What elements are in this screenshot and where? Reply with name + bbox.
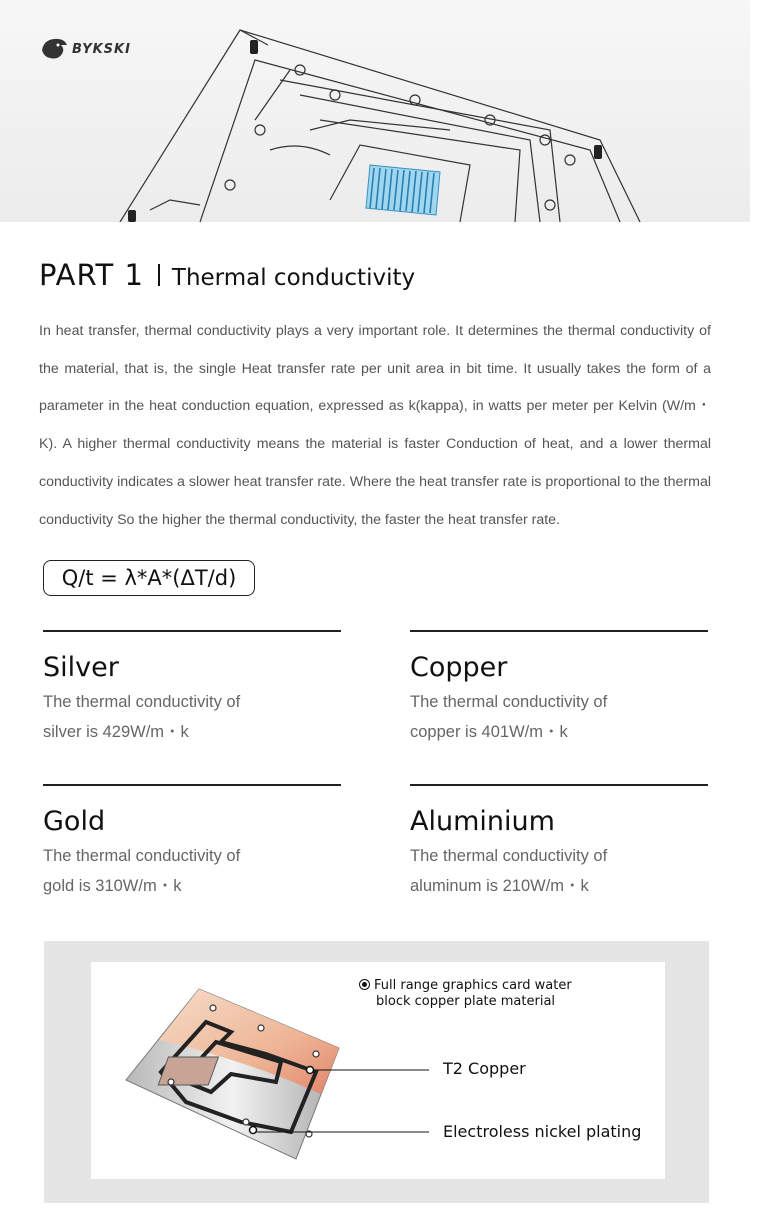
material-diagram (91, 962, 665, 1179)
metal-card-silver (43, 630, 343, 747)
metal-card-aluminium (410, 784, 710, 901)
material-panel (44, 941, 709, 1203)
material-note (359, 978, 572, 1010)
heatsink-fins (366, 165, 440, 215)
part-title: Thermal conductivity (171, 265, 416, 291)
divider (410, 630, 708, 632)
brand-name: BYKSKI (72, 41, 131, 57)
bullet-icon (359, 979, 370, 990)
metal-description: The thermal conductivity of silver is 429W/m・k (43, 693, 241, 741)
divider (410, 784, 708, 786)
divider (43, 784, 341, 786)
metal-name: Copper (410, 652, 508, 683)
metal-name: Silver (43, 652, 119, 683)
intro-paragraph: In heat transfer, thermal conductivity plays a very important role. It determines the thermal conductivity of the material, that is, the single Heat transfer rate per unit area in bit time. It usually takes the form of a parameter in the heat conduction equation, expressed as k(kappa), in watts per meter per Kelvin (W/m・K). A higher thermal conductivity means the material is faster Conduction of heat, and a lower thermal conductivity indicates a slower heat transfer rate. Where the heat transfer rate is proportional to the thermal conductivity So the higher the thermal conductivity, the faster the heat transfer rate. (39, 323, 711, 528)
water-block-illustration (0, 0, 750, 222)
metal-name: Gold (43, 806, 106, 837)
metal-card-gold (43, 784, 343, 901)
metal-description: The thermal conductivity of gold is 310W/m・k (43, 847, 241, 895)
dragon-icon (40, 36, 68, 62)
section-heading (39, 258, 415, 292)
metal-card-copper (410, 630, 710, 747)
divider (43, 630, 341, 632)
brand-logo (40, 36, 131, 62)
heading-divider (158, 264, 160, 286)
note-line-2: block copper plate material (376, 994, 556, 1009)
part-number: PART 1 (39, 258, 144, 292)
formula-box: Q/t = λ*A*(ΔT/d) (43, 560, 255, 596)
label-t2-copper: T2 Copper (443, 1059, 526, 1078)
hero-banner (0, 0, 750, 222)
label-nickel-plating: Electroless nickel plating (443, 1122, 642, 1141)
metal-description: The thermal conductivity of copper is 401W/m・k (410, 693, 608, 741)
metal-description: The thermal conductivity of aluminum is 210W/m・k (410, 847, 608, 895)
metal-name: Aluminium (410, 806, 555, 837)
note-line-1: Full range graphics card water (374, 978, 572, 993)
